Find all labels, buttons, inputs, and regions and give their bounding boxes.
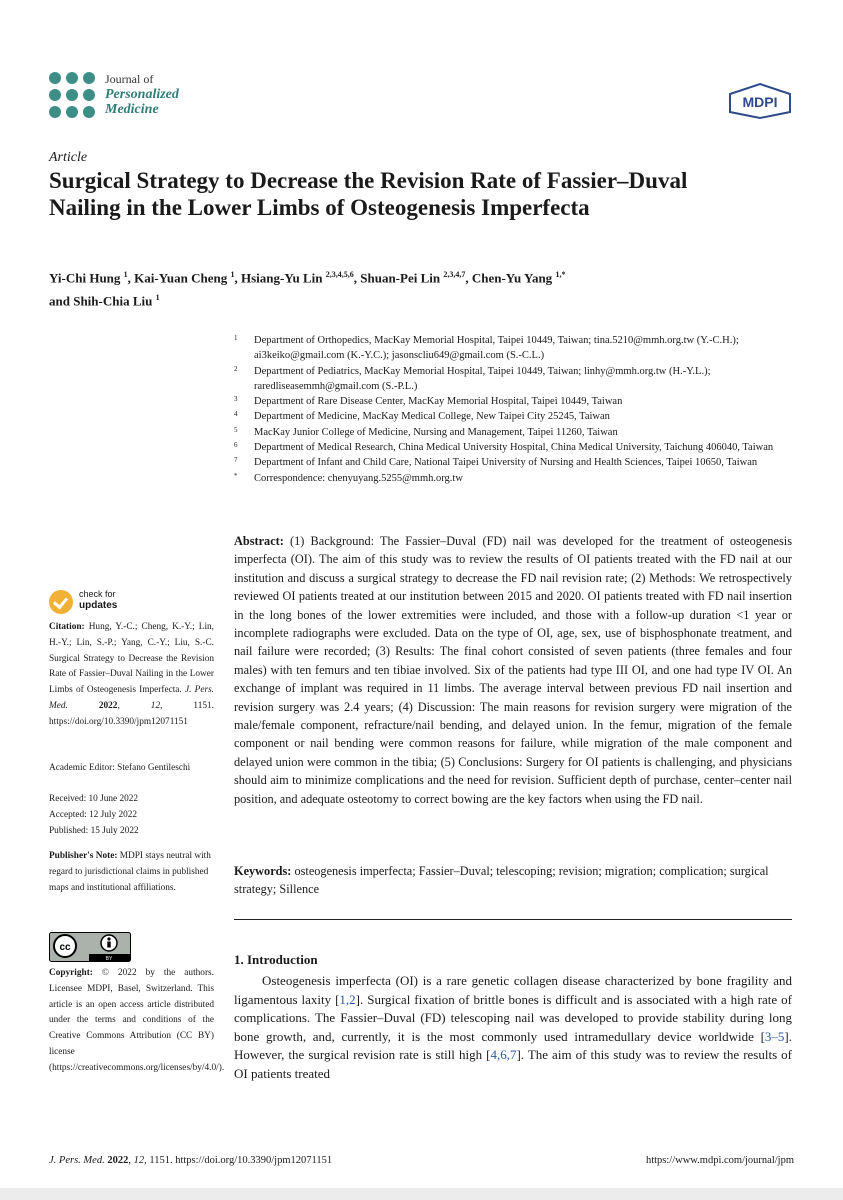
publication-dates — [49, 792, 214, 839]
received-date: Received: 10 June 2022 — [49, 794, 139, 804]
citation-volume: 12 — [150, 700, 161, 711]
affiliation-text: Department of Medicine, MacKay Medical College, New Taipei City 25245, Taiwan — [254, 411, 610, 423]
citation-text: Hung, Y.-C.; Cheng, K.-Y.; Lin, H.-Y.; Lin, S.-P.; Yang, C.-Y.; Liu, S.-C. Surgical Strategy to Decrease the Revision Rate of Fassier–Duval Nailing in the Lower Limbs of Osteogenesis Imperfecta. — [49, 622, 214, 696]
citation-link[interactable]: 1,2 — [339, 991, 356, 1007]
affiliation-text: MacKay Junior College of Medicine, Nursing and Management, Taipei 11260, Taiwan — [254, 426, 618, 438]
accepted-date: Accepted: 12 July 2022 — [49, 809, 138, 820]
intro-text: ]. Surgical fixation of brittle bones is difficult and is associated with a high rate of complications. The Fassier–Duval (FD) telescoping nail was developed to provide stability during long bone growth, and, currently, it is the most commonly used intramedullary device worldwide [ — [234, 991, 792, 1044]
affiliation-item — [234, 394, 794, 409]
keywords-label: Keywords: — [234, 864, 292, 878]
journal-logo-icon — [49, 72, 97, 120]
author-affil: 2,3,4,7 — [443, 270, 466, 279]
affiliation-item — [234, 364, 794, 395]
affiliation-num: * — [234, 471, 238, 480]
author-name: Yi-Chi Hung — [49, 270, 121, 286]
affiliation-num: 2 — [234, 364, 238, 373]
author-name: Hsiang-Yu Lin — [240, 270, 323, 286]
copyright-text: © 2022 by the authors. Licensee MDPI, Basel, Switzerland. This article is an open access article distributed under the terms and conditions of the Creative Commons Attribution (CC BY) license (https://creativecommons.org/licenses/by/4.0/). — [49, 968, 225, 1073]
affiliation-num: 4 — [234, 410, 238, 419]
affiliation-num: 1 — [234, 334, 238, 342]
intro-text: Osteogenesis imperfecta (OI) is a rare genetic collagen disease characterized by bone fragility and ligamentous laxity [ — [234, 973, 792, 1007]
affiliation-num: 6 — [234, 441, 238, 450]
citation-block: Citation: Hung, Y.-C.; Cheng, K.-Y.; Lin, H.-Y.; Lin, S.-P.; Yang, C.-Y.; Liu, S.-C. Surgical Strategy to Decrease the Revision Rate of Fassier–Duval Nailing in the Lower Limbs of Osteogenesis Imperfecta. J. Pers. Med. 2022, 12, 1151. https://doi.org/10.3390/jpm12071151 — [49, 622, 215, 727]
intro-text: ]. The aim of this study was to review the results of OI patients treated — [234, 1047, 792, 1081]
author-name: Kai-Yuan Cheng — [134, 270, 228, 286]
keywords — [234, 862, 792, 899]
affiliation-text: Department of Rare Disease Center, MacKay Memorial Hospital, Taipei 10449, Taiwan — [254, 396, 623, 408]
affiliations — [234, 333, 794, 486]
author-name: Shuan-Pei Lin — [360, 270, 441, 286]
author-affil: 2,3,4,5,6 — [325, 270, 354, 279]
section-heading: 1. Introduction — [234, 952, 318, 967]
publisher-note-text: MDPI stays neutral with regard to jurisdictional claims in published maps and institutional affiliations. — [49, 851, 211, 893]
author-name: Chen-Yu Yang — [471, 270, 553, 286]
check-icon — [49, 590, 73, 614]
keywords-text: osteogenesis imperfecta; Fassier–Duval; telescoping; revision; migration; complication; surgical strategy; Sillence — [234, 864, 769, 897]
footer-volume: 12 — [133, 1155, 145, 1166]
copyright-block — [49, 966, 225, 1077]
affiliation-item — [234, 333, 794, 364]
check-for-updates-button[interactable] — [49, 588, 169, 616]
footer-journal: J. Pers. Med. — [49, 1155, 105, 1166]
cc-by-license-icon[interactable] — [49, 932, 131, 962]
citation-label: Citation: — [49, 622, 85, 632]
abstract-label: Abstract: — [234, 534, 284, 548]
published-date: Published: 15 July 2022 — [49, 825, 139, 836]
author-list: Yi-Chi Hung $^1$, Kai-Yuan Cheng $^1$, Hsiang-Yu Lin $^{2,3,4,5,6}$, Shuan-Pei Lin $^{2,3,4,7}$, Chen-Yu Yang $^{1,*}$ and Shih-Chia Liu $^1$ — [49, 270, 566, 309]
affiliation-text: Department of Infant and Child Care, National Taipei University of Nursing and Health Sciences, Taipei 10650, Taiwan — [254, 457, 758, 469]
journal-name — [105, 72, 179, 117]
citation-year: 2022 — [98, 700, 118, 711]
check-for-updates-label — [79, 589, 117, 611]
affiliation-item — [234, 409, 794, 424]
affiliation-item — [234, 425, 794, 440]
section-divider — [234, 919, 792, 920]
footer-year: 2022 — [107, 1155, 129, 1166]
publisher-note-label: Publisher's Note: — [49, 851, 118, 861]
check-line2: updates — [79, 600, 118, 611]
copyright-label: Copyright: — [49, 968, 93, 978]
publisher-note — [49, 849, 214, 896]
citation-journal: J. Pers. Med. — [49, 685, 215, 711]
svg-text:cc: cc — [59, 942, 71, 953]
author-name: Shih-Chia Liu — [73, 293, 153, 309]
affiliation-num: 7 — [234, 456, 238, 465]
author-affil: 1 — [123, 270, 128, 279]
academic-editor: Academic Editor: Stefano Gentileschi — [49, 763, 191, 773]
affiliation-num: 3 — [234, 395, 238, 404]
affiliation-text: Department of Pediatrics, MacKay Memorial Hospital, Taipei 10449, Taiwan; linhy@mmh.org.tw (H.-Y.L.); raredliseasemmh@gmail.com (S.-P.L.) — [254, 365, 711, 392]
affiliation-text: Correspondence: chenyuyang.5255@mmh.org.tw — [254, 472, 463, 484]
abstract-text: (1) Background: The Fassier–Duval (FD) nail was developed for the treatment of osteogenesis imperfecta (OI). The aim of this study was to review the results of OI patients treated with the FD nail at our institution and discuss a surgical strategy to decrease the FD nail revision rate; (2) Methods: We retrospectively reviewed OI patients treated at our institution between 2015 and 2020. OI patients treated with FD nail insertion in the long bones of the lower extremities were included, and those with a follow-up duration <1 year or incomplete radiographs were excluded. Data on the type of OI, age, sex, use of bisphosphonate treatment, and nail failure were recorded; (3) Results: The final cohort consisted of seven patients (three females and four males) with ten femurs and ten tibiae involved. Six of the patients had type III OI, and one had type IV OI. An exchange of implant was required in 11 limbs. The average interval between previous FD nail insertion and revision surgery was 2.4 years; (4) Discussion: The main reasons for revision surgery were migration of the male/female component, refracture/nail bending, and delayed union. In the femur, migration of the female component or nail bending were common reasons for failure, while migration of the male component and delayed union were common in the tibia; (5) Conclusions: Surgery for OI patients is challenging, and physicians should aim to minimize complications and the need for revision. Sufficient depth of purchase, center–center nail position, and adequate osteotomy to correct bowing are the key factors when using the FD nail. — [234, 534, 792, 806]
affiliation-item — [234, 440, 794, 455]
citation-doi[interactable]: , 1151. https://doi.org/10.3390/jpm12071151 — [49, 700, 214, 727]
affiliation-item — [234, 455, 794, 470]
mdpi-logo-text: MDPI — [742, 94, 778, 110]
author-affil: 1 — [155, 293, 160, 303]
affiliation-text: Department of Medical Research, China Medical University Hospital, China Medical University, Taichung 406040, Taiwan — [254, 442, 774, 454]
journal-name-line1: Journal of — [105, 72, 154, 86]
affiliation-num: 5 — [234, 425, 238, 434]
affiliation-item — [234, 471, 794, 486]
citation-link[interactable]: 3–5 — [764, 1028, 785, 1044]
abstract — [234, 532, 792, 808]
bottom-bar — [0, 1188, 843, 1200]
citation-link[interactable]: 4,6,7 — [490, 1047, 517, 1063]
check-line1: check for — [79, 589, 116, 599]
page-title: Surgical Strategy to Decrease the Revision Rate of Fassier–Duval Nailing in the Lower Limbs of Osteogenesis Imperfecta — [49, 168, 688, 220]
author-affil: 1,* — [555, 270, 566, 279]
footer-journal-url[interactable]: https://www.mdpi.com/journal/jpm — [645, 1155, 794, 1166]
intro-text: ]. However, the surgical revision rate is still high [ — [234, 1028, 792, 1063]
mdpi-logo-icon — [726, 82, 794, 120]
svg-text:BY: BY — [105, 956, 113, 962]
footer-doi[interactable]: , 1151. https://doi.org/10.3390/jpm12071151 — [144, 1155, 333, 1166]
affiliation-text: Department of Orthopedics, MacKay Memorial Hospital, Taipei 10449, Taiwan; tina.5210@mmh.org.tw (Y.-C.H.); ai3keiko@gmail.com (K.-Y.C.); jasonscliu649@gmail.com (S.-C.L.) — [254, 335, 739, 362]
introduction-paragraph — [234, 972, 792, 1084]
article-type: Article — [49, 150, 88, 165]
journal-name-line3: Medicine — [105, 102, 159, 117]
author-affil: 1 — [230, 270, 235, 279]
journal-name-line2: Personalized — [105, 87, 179, 102]
footer-citation: J. Pers. Med. 2022, 12, 1151. https://doi.org/10.3390/jpm12071151 — [49, 1155, 333, 1166]
